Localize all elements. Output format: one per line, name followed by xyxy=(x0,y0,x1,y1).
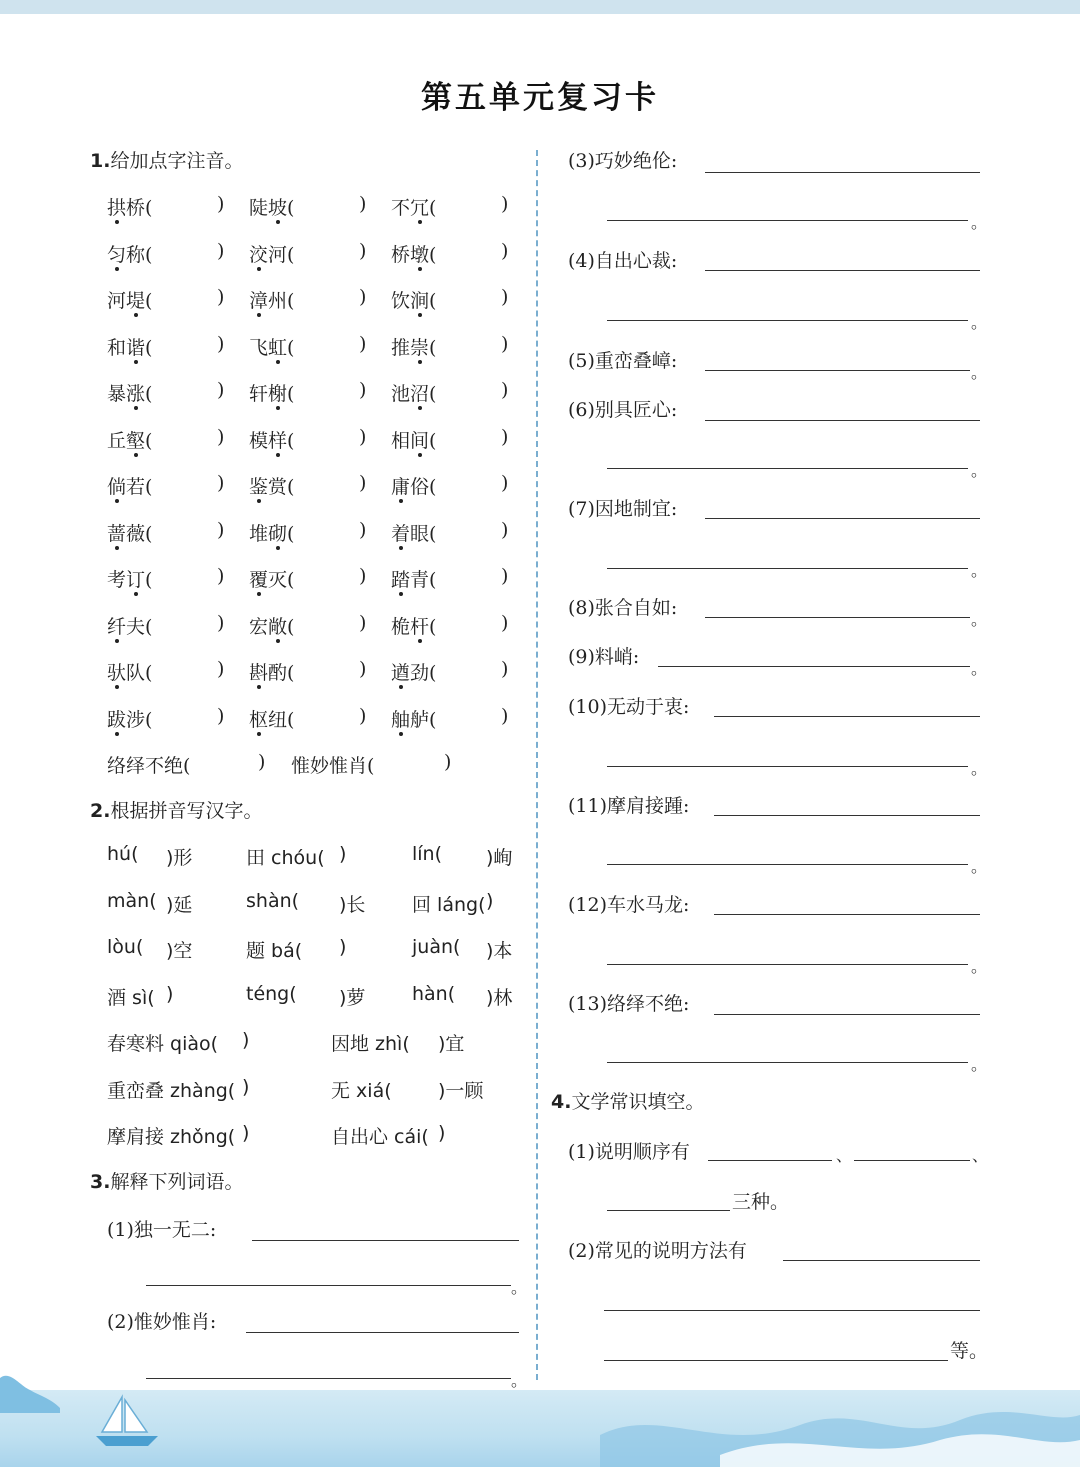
q1-char: 驮 xyxy=(107,662,127,684)
q1-answer-close[interactable]: ) xyxy=(359,239,367,262)
q1-answer-close[interactable]: ) xyxy=(258,751,266,773)
q2-pinyin-close[interactable]: )延 xyxy=(166,893,193,916)
q3-period: 。 xyxy=(971,363,988,382)
q2-pinyin-item: shàn( xyxy=(246,889,300,912)
q2-number: 2. xyxy=(90,800,111,822)
q1-answer-close[interactable]: ) xyxy=(501,658,509,680)
q1-word xyxy=(107,705,152,732)
q2-pinyin-close[interactable]: ) xyxy=(242,1029,250,1051)
q1-char: 舳 xyxy=(391,708,411,731)
q1-char: 考 xyxy=(107,569,127,591)
q1-char: ( xyxy=(145,429,153,452)
q1-char: 河 xyxy=(268,243,288,266)
top-band xyxy=(0,0,1080,14)
q1-answer-close[interactable]: ) xyxy=(217,239,225,262)
q1-word xyxy=(107,379,152,406)
q3-item-label: (12)车水马龙: xyxy=(568,894,690,916)
q1-char: 枢 xyxy=(249,708,269,731)
q2-pinyin-close[interactable]: ) xyxy=(339,843,347,865)
q1-char: 池 xyxy=(391,383,411,405)
q1-char: 饮 xyxy=(391,290,411,312)
q3-answer-line[interactable] xyxy=(607,1062,968,1063)
q1-char: 间 xyxy=(410,429,430,452)
q1-char: 涉 xyxy=(126,708,146,731)
q1-char: ( xyxy=(429,383,437,405)
q1-char: ( xyxy=(287,476,295,498)
q1-char: 纽 xyxy=(268,708,288,731)
q3-period: 。 xyxy=(511,1371,528,1390)
q1-char: ( xyxy=(429,615,437,638)
q1-char: 杆 xyxy=(410,615,430,638)
q1-char: 鉴 xyxy=(249,476,269,498)
q4-item2-blank-3[interactable] xyxy=(604,1360,948,1361)
q3-answer-line[interactable] xyxy=(714,815,980,816)
q1-char: 飞 xyxy=(249,336,269,359)
q2-pinyin-close[interactable]: )林 xyxy=(486,986,513,1009)
q1-char: ( xyxy=(287,522,295,545)
q1-word xyxy=(107,193,152,220)
q3-answer-line[interactable] xyxy=(607,568,968,569)
q1-word xyxy=(249,612,294,639)
q2-pinyin-close[interactable]: ) xyxy=(438,1122,446,1144)
page-title: 第五单元复习卡 xyxy=(421,80,659,116)
q1-char: 蔷 xyxy=(107,522,127,545)
q1-answer-close[interactable]: ) xyxy=(501,286,509,308)
q1-char: 样 xyxy=(268,429,288,452)
q3-item-label: (7)因地制宜: xyxy=(568,498,678,520)
q1-char: 州 xyxy=(268,290,288,312)
q1-answer-close[interactable]: ) xyxy=(501,611,509,634)
q1-answer-close[interactable]: ) xyxy=(217,425,225,448)
q1-char: 俗 xyxy=(410,476,430,498)
q1-answer-close[interactable]: ) xyxy=(217,286,225,308)
q1-char: ( xyxy=(287,662,295,684)
q2-pinyin-item: 回 láng( xyxy=(412,893,486,916)
q1-char: 遒 xyxy=(391,662,411,684)
q1-char: 冗 xyxy=(410,197,430,219)
q3-answer-line[interactable] xyxy=(607,220,968,221)
q2-pinyin-close[interactable]: )长 xyxy=(339,893,366,916)
q3-item-label: (10)无动于衷: xyxy=(568,696,690,718)
q1-char: 若 xyxy=(126,476,146,498)
q1-char: 覆 xyxy=(249,569,269,591)
q1-char: 陡 xyxy=(249,197,269,219)
q1-answer-close[interactable]: ) xyxy=(501,193,509,215)
q1-word xyxy=(391,379,436,406)
q1-char: 桥 xyxy=(391,243,411,266)
q1-word xyxy=(107,658,152,685)
q1-word xyxy=(107,565,152,592)
q4-heading-text: 文学常识填空。 xyxy=(571,1091,705,1113)
q1-char: 赏 xyxy=(268,476,288,498)
q2-pinyin-item: lòu( xyxy=(107,936,144,958)
q1-char: ( xyxy=(287,383,295,405)
q1-word xyxy=(391,565,436,592)
q4-item1-blank-3[interactable] xyxy=(607,1210,730,1211)
q1-char: 拱 xyxy=(107,197,127,219)
boat-icon xyxy=(92,1392,162,1452)
q1-char: 坡 xyxy=(268,197,288,219)
q1-char: 跋 xyxy=(107,708,127,731)
q1-char: ( xyxy=(429,708,437,731)
q2-pinyin-item: hú( xyxy=(107,843,139,865)
q4-item1-blank-2[interactable] xyxy=(854,1160,970,1161)
q1-char: 轩 xyxy=(249,383,269,405)
q1-answer-close[interactable]: ) xyxy=(217,611,225,634)
q1-word xyxy=(249,519,294,546)
q1-char: 眼 xyxy=(410,522,430,545)
q1-answer-close[interactable]: ) xyxy=(359,286,367,308)
q1-word xyxy=(249,472,294,499)
q1-word xyxy=(391,658,436,685)
q1-char: 庸 xyxy=(391,476,411,498)
q1-char: 舻 xyxy=(410,708,430,731)
q1-heading xyxy=(90,146,243,173)
q1-answer-close[interactable]: ) xyxy=(217,518,225,541)
q1-char: 纤 xyxy=(107,615,127,638)
q1-word xyxy=(249,286,294,313)
q1-char: 队 xyxy=(126,662,146,684)
q3-answer-line[interactable] xyxy=(607,964,968,965)
q3-answer-line[interactable] xyxy=(607,864,968,865)
q3-heading xyxy=(90,1167,243,1194)
q4-item1-blank-1[interactable] xyxy=(708,1160,832,1161)
q1-answer-close[interactable]: ) xyxy=(217,332,225,355)
q3-answer-line[interactable] xyxy=(252,1240,519,1241)
q2-pinyin-item: téng( xyxy=(246,982,297,1005)
q2-pinyin-close[interactable]: )峋 xyxy=(486,847,513,869)
q1-word xyxy=(107,519,152,546)
q1-char: 敞 xyxy=(268,615,288,638)
q1-char: 谐 xyxy=(126,336,146,359)
q3-answer-line[interactable] xyxy=(146,1285,511,1286)
q1-word xyxy=(107,612,152,639)
q3-heading-text: 解释下列词语。 xyxy=(110,1171,244,1193)
q3-item-label: (8)张合自如: xyxy=(568,597,678,619)
q1-answer-close[interactable]: ) xyxy=(359,379,367,401)
q1-word xyxy=(391,426,436,453)
q1-word xyxy=(391,240,436,267)
q1-word xyxy=(249,193,294,220)
q2-pinyin-item: màn( xyxy=(107,889,157,912)
q1-char: 夫 xyxy=(126,615,146,638)
q4-item1-sep-1: 、 xyxy=(836,1146,853,1165)
q2-pinyin-item: hàn( xyxy=(412,982,456,1005)
q1-char: ( xyxy=(145,522,153,545)
q3-answer-line[interactable] xyxy=(658,666,970,667)
q2-pinyin-close[interactable]: )萝 xyxy=(339,986,366,1009)
q1-answer-close[interactable]: ) xyxy=(359,472,367,494)
q1-answer-close[interactable]: ) xyxy=(217,658,225,680)
q1-word xyxy=(391,705,436,732)
q2-pinyin-close[interactable]: )形 xyxy=(166,847,193,869)
q1-char: ( xyxy=(145,243,153,266)
q4-item2-blank-2[interactable] xyxy=(604,1310,980,1311)
q1-char: 虹 xyxy=(268,336,288,359)
q1-char: 涨 xyxy=(126,383,146,405)
q1-answer-close[interactable]: ) xyxy=(501,379,509,401)
q1-char: ( xyxy=(429,197,437,219)
q1-char: 堆 xyxy=(249,522,269,545)
q1-char: ( xyxy=(287,197,295,219)
q1-char: 劲 xyxy=(410,662,430,684)
q1-char: ( xyxy=(145,290,153,312)
q1-word xyxy=(107,286,152,313)
q2-heading xyxy=(90,796,262,823)
footer-wave-icon xyxy=(600,1395,1080,1467)
q4-heading xyxy=(551,1087,704,1114)
q1-number: 1. xyxy=(90,150,111,172)
q3-period: 。 xyxy=(971,659,988,678)
q1-char: ( xyxy=(145,708,153,731)
q2-pinyin-item: 田 chóu( xyxy=(246,847,325,869)
q4-number: 4. xyxy=(551,1091,572,1113)
q2-pinyin-item: 无 xiá( xyxy=(331,1079,392,1102)
q2-pinyin-close[interactable]: ) xyxy=(339,936,347,958)
q3-item-label: (13)络绎不绝: xyxy=(568,993,690,1015)
q1-answer-close[interactable]: ) xyxy=(359,565,367,587)
q2-pinyin-item: lín( xyxy=(412,843,443,865)
q2-pinyin-close[interactable]: )本 xyxy=(486,940,513,962)
q1-char: ( xyxy=(429,429,437,452)
q1-char: ( xyxy=(287,429,295,452)
q1-char: ( xyxy=(429,243,437,266)
q3-item-label: (3)巧妙绝伦: xyxy=(568,150,678,172)
q3-item-label: (1)独一无二: xyxy=(107,1219,217,1241)
q1-char: 薇 xyxy=(126,522,146,545)
q1-char: ( xyxy=(145,569,153,591)
q1-char: 踏 xyxy=(391,569,411,591)
q1-word xyxy=(249,379,294,406)
q1-char: 丘 xyxy=(107,429,127,452)
column-divider xyxy=(536,150,538,1380)
q2-pinyin-item: 摩肩接 zhǒng( xyxy=(107,1126,236,1148)
q1-answer-close[interactable]: ) xyxy=(501,472,509,494)
q3-period: 。 xyxy=(971,1055,988,1074)
q3-answer-line[interactable] xyxy=(714,914,980,915)
q1-word xyxy=(107,426,152,453)
q2-pinyin-close[interactable]: ) xyxy=(242,1122,250,1144)
q3-answer-line[interactable] xyxy=(607,320,968,321)
q3-answer-line[interactable] xyxy=(714,1014,980,1015)
q1-char: 酌 xyxy=(268,662,288,684)
q4-item1-sep-2: 、 xyxy=(972,1146,989,1165)
q1-char: ( xyxy=(287,615,295,638)
q1-char: 灭 xyxy=(268,569,288,591)
q1-char: ( xyxy=(145,197,153,219)
q2-pinyin-item: 因地 zhì( xyxy=(331,1033,410,1055)
q2-pinyin-close[interactable]: ) xyxy=(242,1075,250,1098)
q3-answer-line[interactable] xyxy=(714,716,980,717)
q1-word xyxy=(391,519,436,546)
q2-pinyin-close[interactable]: )宜 xyxy=(438,1033,465,1055)
q1-answer-close[interactable]: ) xyxy=(501,425,509,448)
q1-char: 漳 xyxy=(249,290,269,312)
q4-item1-end: 三种。 xyxy=(732,1191,790,1213)
q2-pinyin-item: juàn( xyxy=(412,936,461,958)
q1-char: ( xyxy=(287,336,295,359)
q1-char: ( xyxy=(429,290,437,312)
q1-char: ( xyxy=(287,243,295,266)
q1-word xyxy=(391,472,436,499)
q3-item-label: (4)自出心裁: xyxy=(568,250,678,272)
q1-char: ( xyxy=(145,615,153,638)
q1-heading-text: 给加点字注音。 xyxy=(110,150,244,172)
q3-answer-line[interactable] xyxy=(607,468,968,469)
q4-item2-blank-1[interactable] xyxy=(783,1260,980,1261)
q1-char: ( xyxy=(287,290,295,312)
q2-pinyin-close[interactable]: )一顾 xyxy=(438,1079,484,1102)
q1-char: 和 xyxy=(107,336,127,359)
q1-char: ( xyxy=(287,708,295,731)
q1-char: 称 xyxy=(126,243,146,266)
q3-period: 。 xyxy=(971,461,988,480)
q1-char: 倘 xyxy=(107,476,127,498)
q1-answer-close[interactable]: ) xyxy=(217,193,225,215)
q3-answer-line[interactable] xyxy=(705,172,980,173)
q1-char: 崇 xyxy=(410,336,430,359)
q3-item-label: (5)重峦叠嶂: xyxy=(568,350,678,372)
q1-char: 暴 xyxy=(107,383,127,405)
q1-char: 桥 xyxy=(126,197,146,219)
q3-item-label: (2)惟妙惟肖: xyxy=(107,1311,217,1333)
q1-answer-close[interactable]: ) xyxy=(217,472,225,494)
q3-period: 。 xyxy=(971,561,988,580)
q1-char: ( xyxy=(429,522,437,545)
q1-word xyxy=(391,333,436,360)
q1-char: ( xyxy=(145,662,153,684)
q1-char: 涧 xyxy=(410,290,430,312)
q1-char: 壑 xyxy=(126,429,146,452)
q3-period: 。 xyxy=(971,857,988,876)
q1-answer-close[interactable]: ) xyxy=(359,658,367,680)
q3-period: 。 xyxy=(511,1278,528,1297)
q3-answer-line[interactable] xyxy=(705,617,970,618)
q2-pinyin-close[interactable]: ) xyxy=(166,982,174,1005)
q2-pinyin-item: 重峦叠 zhàng( xyxy=(107,1079,236,1102)
q1-answer-close[interactable]: ) xyxy=(501,239,509,262)
q1-char: 相 xyxy=(391,429,411,452)
q2-pinyin-close[interactable]: ) xyxy=(486,889,494,912)
q1-char: ( xyxy=(429,569,437,591)
q1-word xyxy=(249,426,294,453)
q1-word xyxy=(249,565,294,592)
q1-word: 络绎不绝( xyxy=(107,755,191,777)
q1-answer-close[interactable]: ) xyxy=(217,379,225,401)
q3-answer-line[interactable] xyxy=(705,270,980,271)
q4-item2-end: 等。 xyxy=(950,1340,989,1362)
q1-word xyxy=(391,193,436,220)
q1-word xyxy=(249,658,294,685)
q1-word xyxy=(249,705,294,732)
q1-word xyxy=(107,333,152,360)
q1-char: ( xyxy=(287,569,295,591)
q4-item1-label: (1)说明顺序有 xyxy=(568,1141,690,1163)
q1-word xyxy=(249,333,294,360)
q1-answer-close[interactable]: ) xyxy=(359,332,367,355)
q3-period: 。 xyxy=(971,313,988,332)
q1-word xyxy=(249,240,294,267)
q1-answer-close[interactable]: ) xyxy=(501,565,509,587)
q1-answer-close[interactable]: ) xyxy=(444,751,452,773)
q2-pinyin-close[interactable]: )空 xyxy=(166,940,193,962)
q1-char: 着 xyxy=(391,522,411,545)
q1-char: 洨 xyxy=(249,243,269,266)
q1-char: 堤 xyxy=(126,290,146,312)
q1-answer-close[interactable]: ) xyxy=(501,518,509,541)
q3-period: 。 xyxy=(971,957,988,976)
q1-char: 模 xyxy=(249,429,269,452)
q1-answer-close[interactable]: ) xyxy=(501,704,509,727)
q3-answer-line[interactable] xyxy=(705,518,980,519)
q2-pinyin-item: 酒 sì( xyxy=(107,986,155,1009)
q3-period: 。 xyxy=(971,610,988,629)
q1-char: 沼 xyxy=(410,383,430,405)
q3-number: 3. xyxy=(90,1171,111,1193)
q1-char: 桅 xyxy=(391,615,411,638)
q3-period: 。 xyxy=(971,759,988,778)
q2-pinyin-item: 春寒料 qiào( xyxy=(107,1033,219,1055)
q1-char: 斟 xyxy=(249,662,269,684)
q1-char: ( xyxy=(429,662,437,684)
q1-char: 墩 xyxy=(410,243,430,266)
q1-word xyxy=(391,612,436,639)
q1-word xyxy=(107,240,152,267)
q1-char: 宏 xyxy=(249,615,269,638)
q1-answer-close[interactable]: ) xyxy=(217,704,225,727)
q1-word xyxy=(107,472,152,499)
q1-char: ( xyxy=(429,336,437,359)
q1-answer-close[interactable]: ) xyxy=(501,332,509,355)
hill-icon xyxy=(0,1368,60,1413)
q1-word: 惟妙惟肖( xyxy=(291,755,375,777)
q3-answer-line[interactable] xyxy=(146,1378,511,1379)
q2-heading-text: 根据拼音写汉字。 xyxy=(110,800,263,822)
q1-char: ( xyxy=(429,476,437,498)
q1-char: 榭 xyxy=(268,383,288,405)
q1-answer-close[interactable]: ) xyxy=(359,704,367,727)
q2-pinyin-item: 题 bá( xyxy=(246,940,303,962)
q1-char: 砌 xyxy=(268,522,288,545)
q1-word xyxy=(391,286,436,313)
q1-char: ( xyxy=(145,476,153,498)
q1-answer-close[interactable]: ) xyxy=(359,193,367,215)
q3-answer-line[interactable] xyxy=(705,370,970,371)
q3-answer-line[interactable] xyxy=(705,420,980,421)
q1-answer-close[interactable]: ) xyxy=(217,565,225,587)
q3-item-label: (6)别具匠心: xyxy=(568,399,678,421)
q1-char: 河 xyxy=(107,290,127,312)
q1-char: 匀 xyxy=(107,243,127,266)
q1-answer-close[interactable]: ) xyxy=(359,518,367,541)
q1-char: 青 xyxy=(410,569,430,591)
q4-item2-label: (2)常见的说明方法有 xyxy=(568,1240,747,1262)
q3-period: 。 xyxy=(971,213,988,232)
q3-answer-line[interactable] xyxy=(607,766,968,767)
q1-answer-close[interactable]: ) xyxy=(359,611,367,634)
q2-pinyin-item: 自出心 cái( xyxy=(331,1126,429,1148)
q3-answer-line[interactable] xyxy=(246,1332,519,1333)
q3-item-label: (11)摩肩接踵: xyxy=(568,795,690,817)
q1-char: 不 xyxy=(391,197,411,219)
q3-item-label: (9)料峭: xyxy=(568,646,640,668)
q1-char: 订 xyxy=(126,569,146,591)
q1-answer-close[interactable]: ) xyxy=(359,425,367,448)
q1-char: ( xyxy=(145,383,153,405)
q1-char: ( xyxy=(145,336,153,359)
q1-char: 推 xyxy=(391,336,411,359)
